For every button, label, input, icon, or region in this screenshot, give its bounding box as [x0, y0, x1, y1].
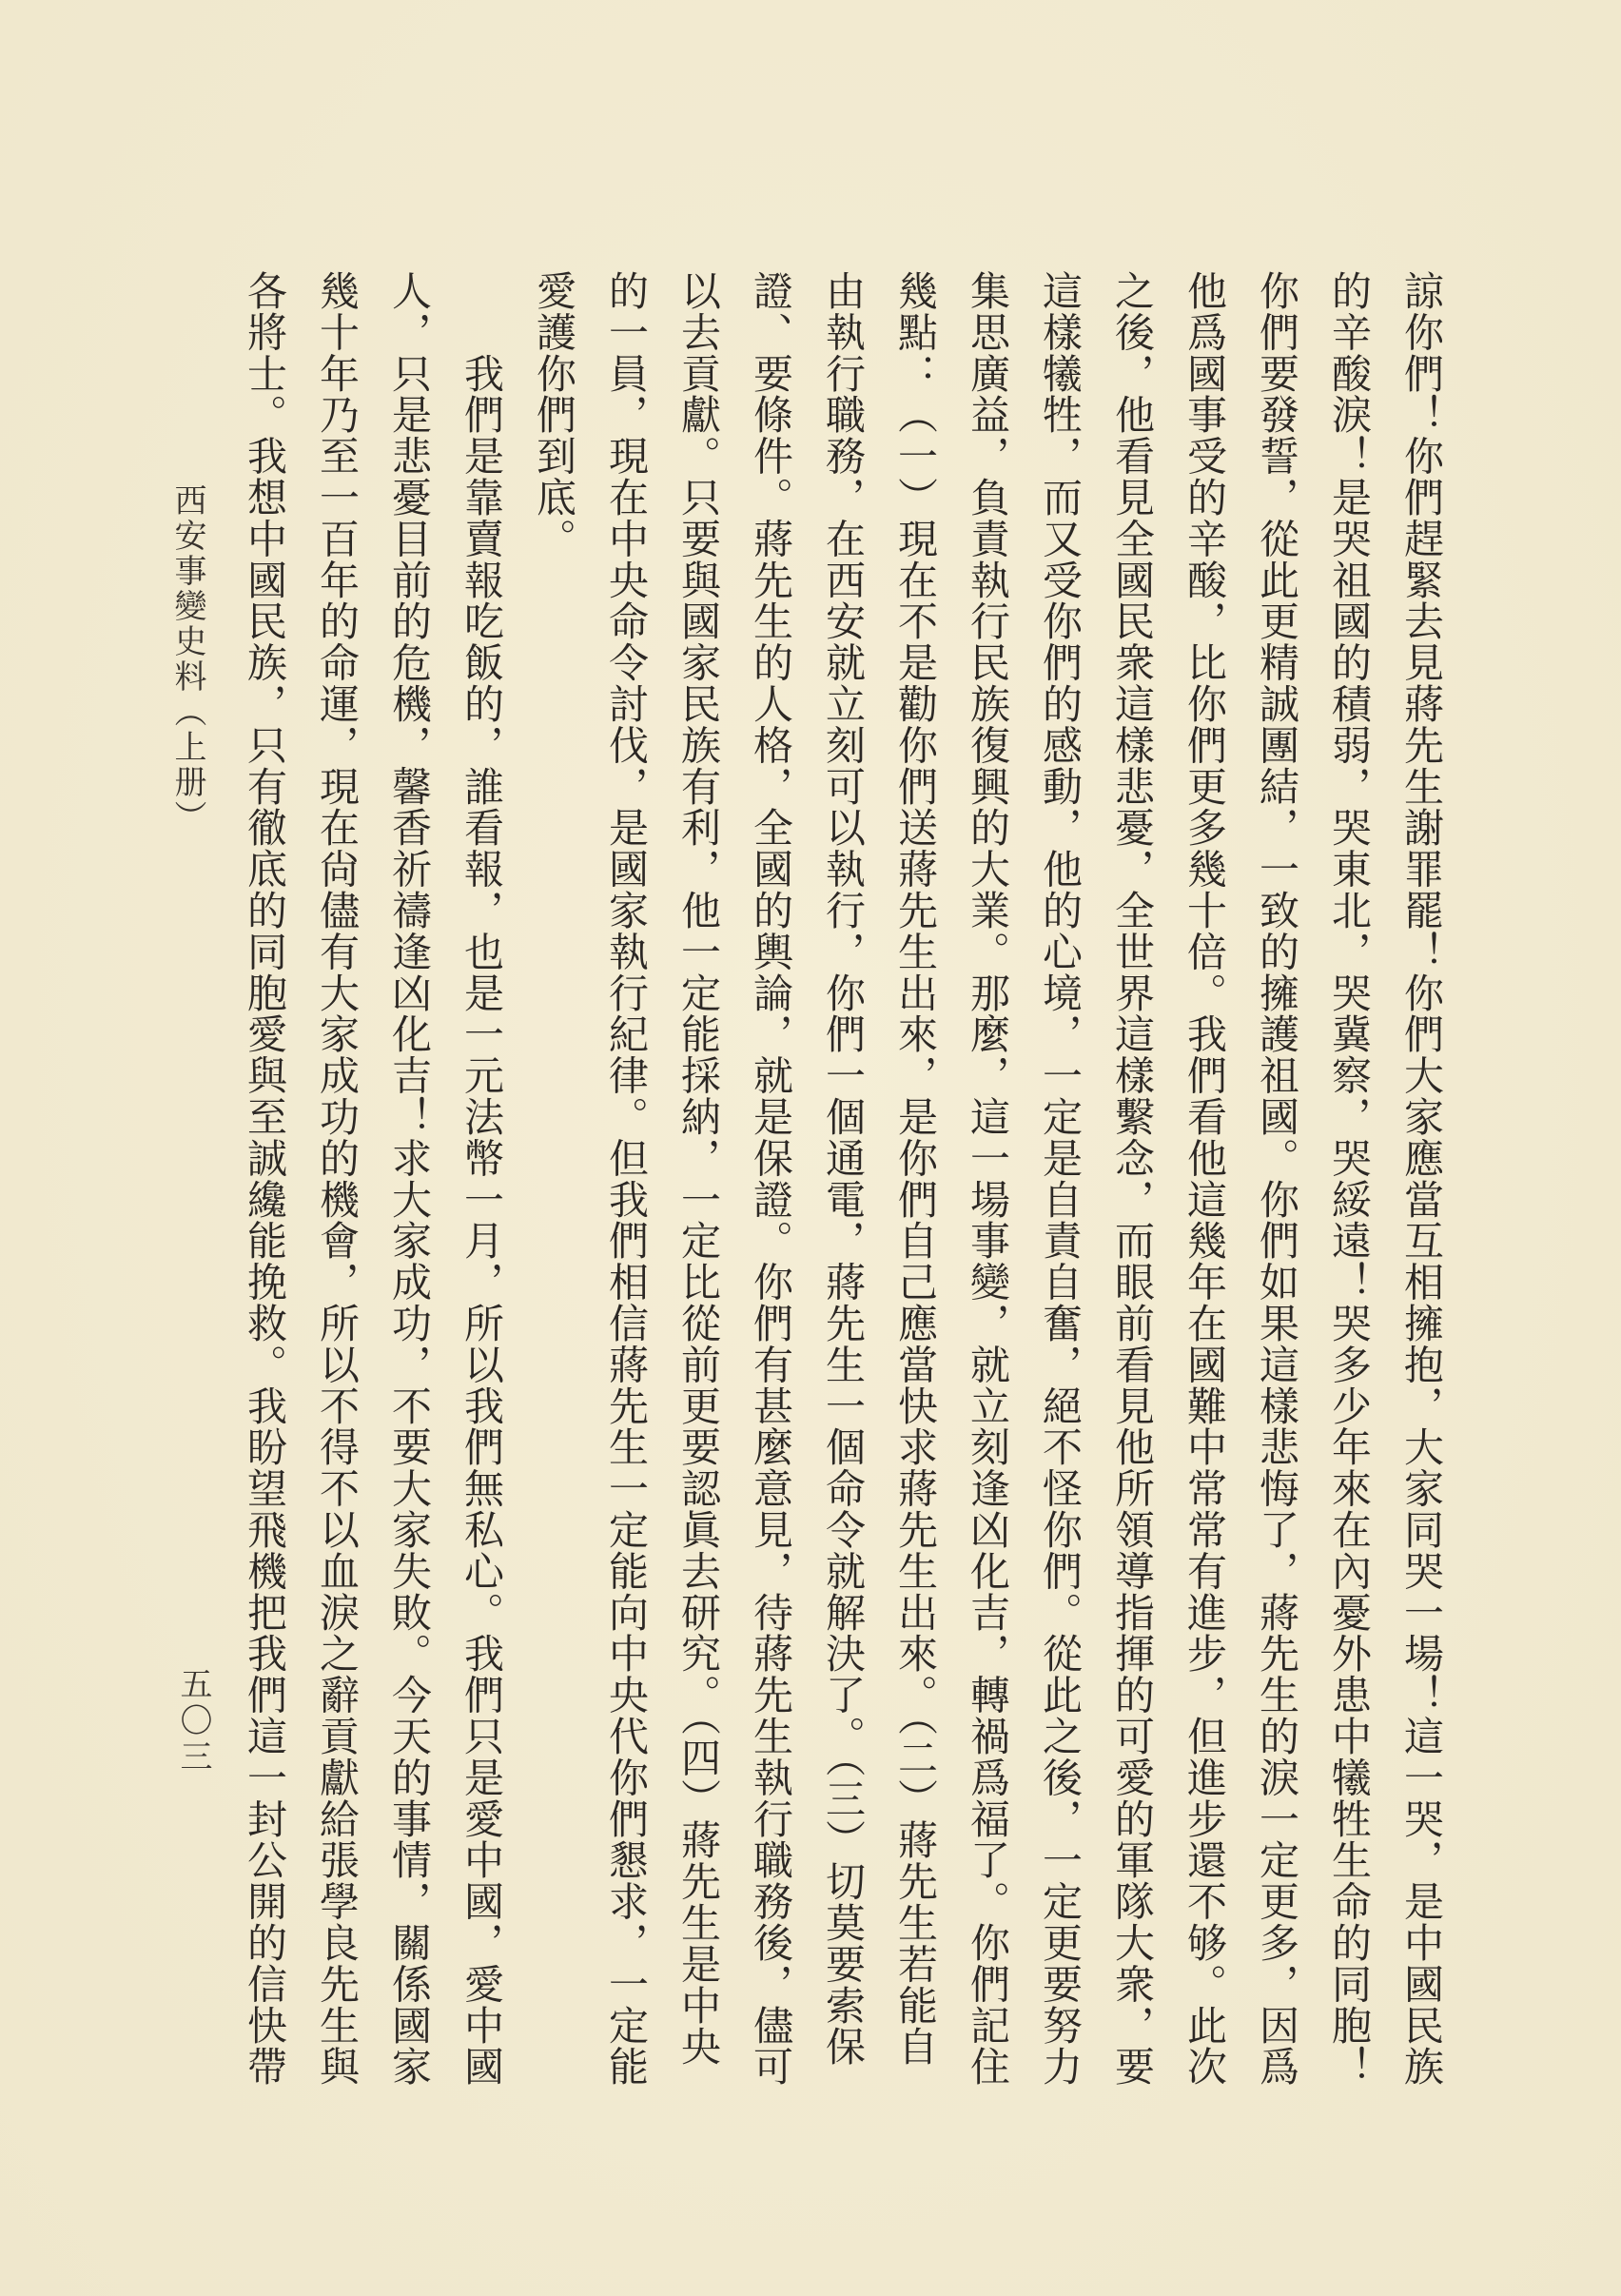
text-column: 他爲國事受的辛酸，比你們更多幾十倍。我們看他這幾年在國難中常常有進步，但進步還不够。此次	[1182, 270, 1228, 2088]
text-column: 各將士。我想中國民族，只有徹底的同胞愛與至誠纔能挽救。我盼望飛機把我們這一封公開的信快帶	[242, 270, 288, 2088]
text-column: 幾點：（一）現在不是勸你們送蔣先生出來，是你們自己應當快求蔣先生出來。（二）蔣先生若能自	[892, 270, 939, 2068]
text-column: 的一員，現在中央命令討伐，是國家執行紀律。但我們相信蔣先生一定能向中央代你們懇求，一定能	[603, 270, 650, 2088]
text-column: 人，只是悲憂目前的危機，馨香祈禱逢凶化吉！求大家成功，不要大家失敗。今天的事情，關係國家	[386, 270, 433, 2088]
text-column: 我們是靠賣報吃飯的，誰看報，也是一元法幣一月，所以我們無私心。我們只是愛中國，愛中國	[459, 270, 505, 2088]
text-column: 諒你們！你們趕緊去見蔣先生謝罪罷！你們大家應當互相擁抱，大家同哭一場！這一哭，是中國民族	[1398, 270, 1445, 2088]
text-column: 集思廣益，負責執行民族復興的大業。那麼，這一場事變，就立刻逢凶化吉，轉禍爲福了。你們記住	[965, 270, 1011, 2088]
body-text	[228, 270, 1457, 2135]
running-footer-title: 西安事變史料（上册）	[168, 483, 206, 835]
page-number: 五〇三	[174, 1667, 212, 1776]
text-column: 之後，他看見全國民衆這樣悲憂，全世界這樣繫念，而眼前看見他所領導指揮的可愛的軍隊大衆，要	[1109, 270, 1156, 2088]
text-column: 證、要條件。蔣先生的人格，全國的輿論，就是保證。你們有甚麼意見，待蔣先生執行職務後，儘可	[748, 270, 794, 2088]
text-column: 由執行職務，在西安就立刻可以執行，你們一個通電，蔣先生一個命令就解決了。（三）切莫要索保	[820, 270, 867, 2068]
text-column: 愛護你們到底。	[531, 270, 577, 559]
text-column: 這樣犧牲，而又受你們的感動，他的心境，一定是自責自奮，絕不怪你們。從此之後，一定更要努力	[1037, 270, 1084, 2088]
text-column: 以去貢獻。只要與國家民族有利，他一定能採納，一定比從前更要認眞去研究。（四）蔣先生是中央	[675, 270, 722, 2068]
text-column: 你們要發誓，從此更精誠團結，一致的擁護祖國。你們如果這樣悲悔了，蔣先生的淚一定更多，因爲	[1254, 270, 1300, 2088]
text-column: 幾十年乃至一百年的命運，現在尙儘有大家成功的機會，所以不得不以血淚之辭貢獻給張學良先生與	[314, 270, 361, 2088]
text-column: 的辛酸淚！是哭祖國的積弱，哭東北，哭冀察，哭綏遠！哭多少年來在內憂外患中犧牲生命的同胞！	[1326, 270, 1373, 2088]
